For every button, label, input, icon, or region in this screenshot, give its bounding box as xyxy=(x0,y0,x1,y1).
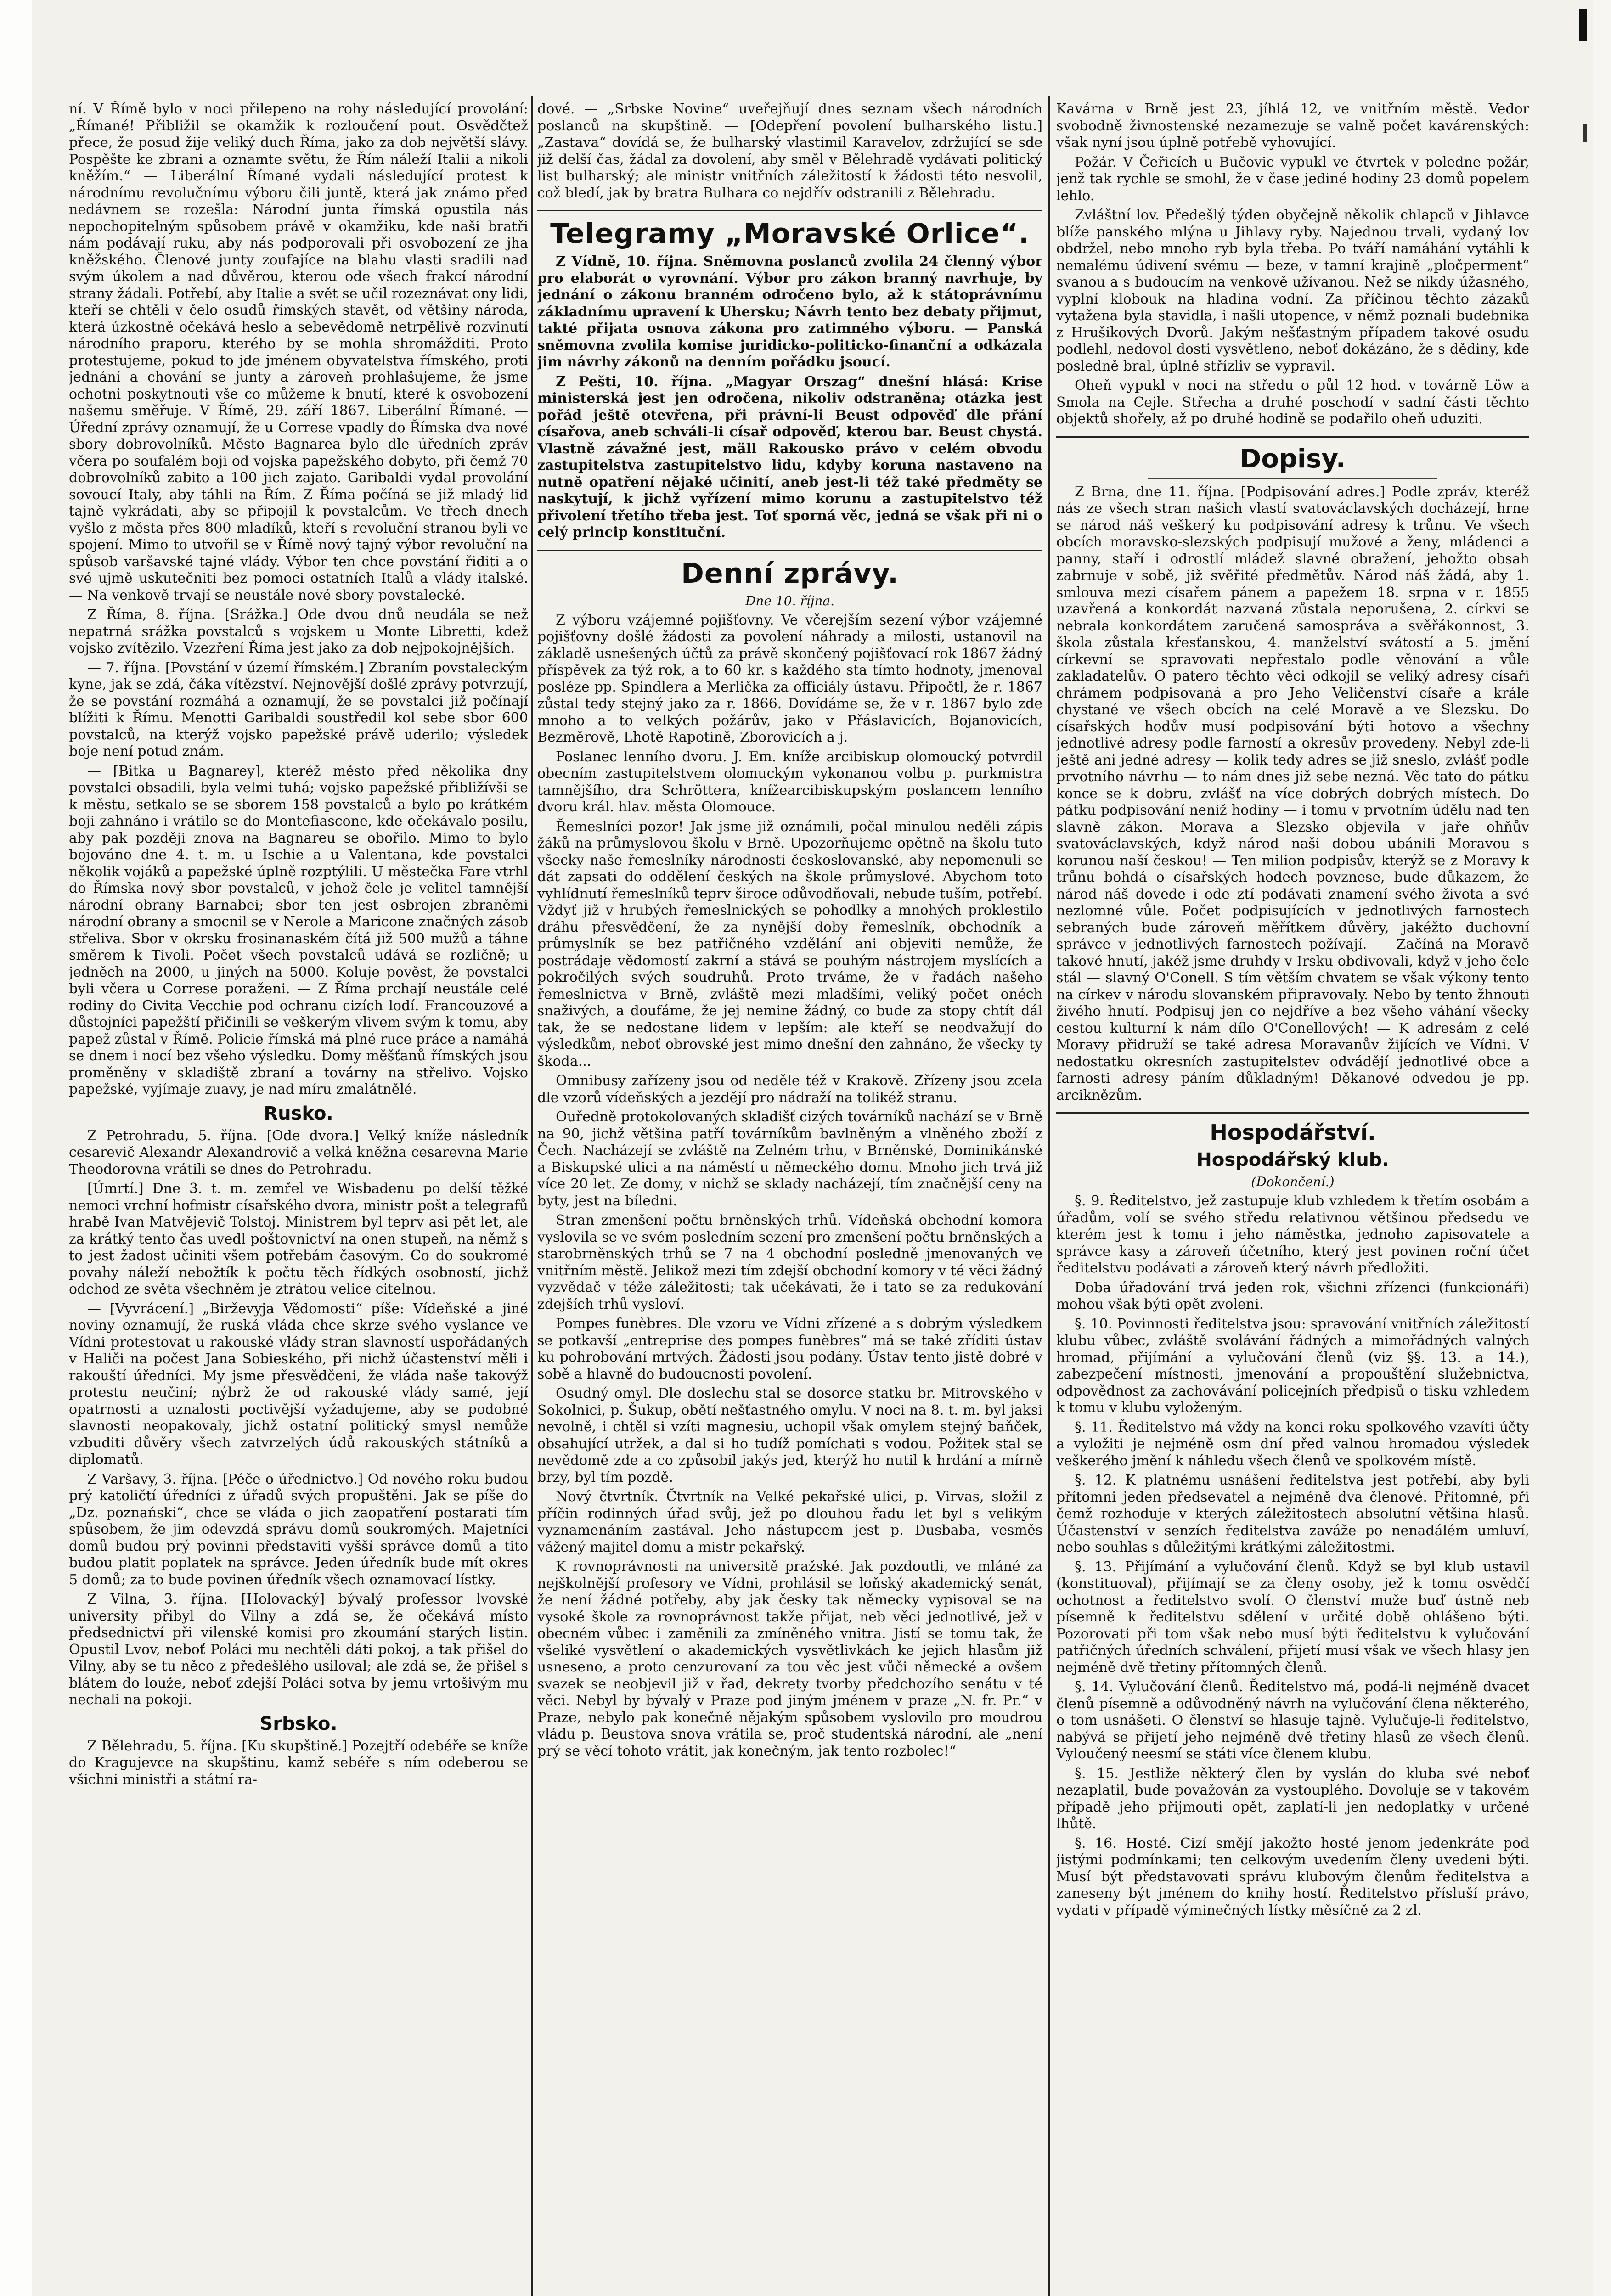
statute-paragraph: §. 9. Ředitelstvo, jež zastupuje klub vzhledem k třetím osobám a úřadům, volí se svého středu relativnou většinou předsedu ve kterém jest k tomu i jeho náměstka, jednoho zapisovatele a správce kasy a zároveň účetního, který jest povinen roční účet ředitelstvu podávati a zároveň který návrh předložiti. xyxy=(1056,1193,1529,1276)
news-item: Řemeslníci pozor! Jak jsme již oznámili, počal minulou neděli zápis žáků na průmyslovou školu v Brně. Upozorňujeme opětně na školu tuto všecky naše řemeslníky národnosti českoslovanské, aby nepomenuli se dát zapsati do oddělení českých na škole průmyslové. Abychom toto vyhlídnutí řemeslníků teprv široce odůvodňovali, nebude tuším, potřebí. Vždyť již v hrubých řemeslnických se pohodlky a mnohých proklestilo dráhu přesvědčení, že za nynější doby řemeslník, obchodník a průmyslník se bez patřičného vzdělání ani objeviti nemůže, že postrádaje vědomostí zakrní a stává se pouhým nástrojem myslících a pokročilých svých soudruhů. Proto trváme, že v řadách našeho řemeslnictva v Brně, zvláště mezi mladšími, veliký počet onéch snaživých, a doufáme, že jej nemine žádný, co bude za stopy chtít dál tak, že se nedostane lidem v lepším: ale kteří se neodvažují do výsledkům, neboť obrovské jest mimo dnešní den zahnáno, že všecky ty škoda... xyxy=(537,818,1042,1069)
article-text: Z Petrohradu, 5. října. [Ode dvora.] Velký kníže následník cesarevič Alexandr Alexandrovič a velká kněžna cesarevna Marie Theodorovna vrátili se dnes do Petrohradu. xyxy=(69,1127,528,1177)
news-item: K rovnoprávnosti na universitě pražské. Jak pozdoutli, ve mláné za nejškolnější profesory ve Vídni, prohlásil se loňský akademický senát, že není žádné potřeby, aby jak česky tak německy vypisoval se na vysoké škole za rovnoprávnost takže přijat, neb věci jednotlivé, jež v obecném vůbec i zaměnili za zmíněného vnitra. Jistí se tomu tak, že všeliké vysvětlení o akademických vysvětlivkách ke jejich hlasům již usneseno, a proto cenzurovaní za tou věc jest vůči německé a ovšem svazek se neobjevil již v řad, dekrety tvorby předchozího senátu v té věci. Nebyl by bývalý v Praze pod jiným jménem v praze „N. fr. Pr.“ v Praze, nebylo pak konečně nějakým spůsobem vyslovilo pro moudrou vládu p. Beustova snova vrátila se, proč studentská národní, ale „není prý se věcí tohoto vrátit, jak konečným, jak tento rozbolec!“ xyxy=(537,1559,1042,1759)
article-text: [Úmrtí.] Dne 3. t. m. zemřel ve Wisbadenu po delší těžké nemoci vrchní hofmistr císařského dvora, ministr pošt a telegrafů hrabě Ivan Matvějevič Tolstoj. Ministrem byl teprv asi pět let, ale za krátký tento čas uvedl poštovnictví na onen stupeň, na němž s to jest žadost učiniti všem potřebám časovým. Co do soukromé povahy náleží nebožtík k počtu těch řídkých osobností, jichž odchod ze světa všechněm je ztrátou velice citelnou. xyxy=(69,1181,528,1297)
article-text: Z Bělehradu, 5. října. [Ku skupštině.] Pozejtří odebéře se kníže do Kragujevce na skupštinu, kamž sebéře s ním odeberou se všichni ministři a státní ra- xyxy=(69,1738,528,1788)
page-margin-right xyxy=(1593,0,1611,2296)
article-text: — 7. října. [Povstání v území římském.] Zbraním povstaleckým kyne, jak se zdá, čáka vítězství. Nejnovější došlé zprávy potvrzují, že se povstání rozmáhá a oznamují, že se povstalci již počínají blížiti k Římu. Menotti Garibaldi soustředil kol sebe sbor 600 povstalců, na kterýž vojsko papežské právě uderilo; výsledek boje není potud znám. xyxy=(69,659,528,760)
column-rule xyxy=(1048,96,1050,2296)
news-item: Oheň vypukl v noci na středu o půl 12 hod. v továrně Löw a Smola na Cejle. Střecha a druhé poschodí v sadní části těchto objektů shořely, až po druhé hodině se podařilo oheň uduziti. xyxy=(1056,377,1529,427)
divider xyxy=(1056,436,1529,438)
section-heading-denni: Denní zprávy. xyxy=(681,557,899,590)
column-1 xyxy=(69,101,528,2296)
article-text: — [Vyvrácení.] „Birževyja Vědomosti“ píše: Vídeňské a jiné noviny oznamují, že ruská vláda chce skrze svého vyslance ve Vídni protestovat u rakouské vlády stran slavností uspořádaných v Haliči na počest Jana Sobieského, při nichž účastenství měli i rakouští úředníci. My jsme přesvědčeni, že vláda naše takovýž protestu neučiní; nýbrž že od rakouské vlády samé, její opatrnosti a uznalosti poctivější vyžadujeme, aby se podobné slavnosti neopakovaly, jichž ostatní politický smysl nemůže vzbuditi důvěry všech zatvrzelých údů rakouských státníků a diplomatů. xyxy=(69,1300,528,1468)
telegram-text: Z Vídně, 10. října. Sněmovna poslanců zvolila 24 členný výbor pro elaborát o vyrovnání. Výbor pro zákon branný navrhuje, by jednání o zákonu branném odročeno bylo, až k státoprávnímu základnímu upravení k Uhersku; Návrh tento bez debaty přijmut, takté přijata osnova zákona pro zatimného výboru. — Panská sněmovna zvolila komise juridicko-politicko-finanční a odkázala jim návrhy zákonů na denním pořádku jsoucí. xyxy=(537,253,1042,370)
section-heading-hospodarstvi: Hospodářství. xyxy=(1210,1120,1376,1145)
article-text: dové. — „Srbske Novine“ uveřejňují dnes seznam všech národních poslanců na skupštině. — [Odepření povolení bulharského listu.] „Zastava“ dovídá se, že bulharský vlastimil Karavelov, zdržující se sde již delší čas, žádal za dovolení, aby směl v Bělehradě vydávati politický list bulharský; ale ministr vnitřních záležitostí k žádosti této nesvolil, což bledí, jak by bratra Bulhara co nejdřív odstranili z Bělehradu. xyxy=(537,101,1042,201)
divider xyxy=(537,550,1042,551)
divider xyxy=(537,210,1042,211)
statute-paragraph: §. 12. K platnému usnášení ředitelstva jest potřebí, aby byli přítomni jeden předsevatel a nejméně dva členové. Přítomné, při čemž rozhoduje v kterých záležitostech absolutní většina hlasů. Účastenství v senzích ředitelstva zaváže po nenadálém umluví, nebo souhlas s důležitými krátkými záležitostmi. xyxy=(1056,1472,1529,1555)
section-heading-srbsko: Srbsko. xyxy=(259,1713,338,1734)
news-item: Požár. V Čeřicích u Bučovic vypukl ve čtvrtek v poledne požár, jenž tak rychle se smohl, že v čase jediné hodiny 23 domů popelem lehlo. xyxy=(1056,154,1529,204)
section-heading-dopisy: Dopisy. xyxy=(1239,444,1346,474)
statute-paragraph: §. 16. Hosté. Cizí smějí jakožto hosté jenom jedenkráte pod jistými podmínkami; ten celkovým uvedením členy uvedeni býti. Musí být představovati správu klubovým členům ředitelstva a zaneseny být jménem do knihy hostí. Ředitelstvo přísluší právo, vydati v případě výminečných lístky měsíčně za 2 zl. xyxy=(1056,1835,1529,1919)
news-item: Stran zmenšení počtu brněnských trhů. Vídeňská obchodní komora vyslovila se ve svém posledním sezení pro zmenšení počtu brněnských a starobrněnských trhů se 7 na 4 obchodní posledně jmenovaných ve vnitřním městě. Jelikož mezi tím zdejší obchodní komory v té věci žádný vyzvědač v téže záležitosti; tak učekávati, že i tato se za redukování zdejších trhů vysloví. xyxy=(537,1212,1042,1312)
column-2 xyxy=(537,101,1042,2296)
statute-paragraph: §. 11. Ředitelstvo má vždy na konci roku spolkového vzavíti účty a vyložiti je nejméně osm dní před valnou hromadou výsledek veškerého jmění k náhledu všech členů ve spolkovém místě. xyxy=(1056,1419,1529,1469)
news-item: Omnibusy zařízeny jsou od neděle též v Krakově. Zřízeny jsou zcela dle vzorů vídeňských a jezdějí pro nádraží na tolikéž stranu. xyxy=(537,1073,1042,1106)
article-text: ní. V Římě bylo v noci přilepeno na rohy následující provolání: „Římané! Přibližil se okamžik k rozloučení pout. Osvědčtež přece, že posud žije veliký duch Říma, jako za dob největší slávy. Pospěšte ke zbrani a oznamte světu, že Řím náleží Italii a nikoli kněžím.“ — Liberální Římané vydali následující protest k národnímu revolučnímu výboru čili juntě, která jak známo před nedávnem se rozešla: Národní junta římská opustila nás nepochopitelným spůsobem právě v okamžiku, kde naši bratři nám podávají ruku, aby nás podporovali při osvobození ze jha kněžského. Členové junty zoufajíce na blahu vlasti sradili nad svým úkolem a nad důvěrou, kterou ode všech frakcí národní strany žádali. Potřebí, aby Italie a svět se učil rozeznávat ony lidi, kteří se chtěli v čelo osudů římských stavět, od většiny národa, která úzkostně očekává heslo a sebevědomě netrpělivě rozvinutí národního praporu, kterého by se mohla shromážditi. Proto protestujeme, pokud to jde jménem obyvatelstva římského, proti jednání a chování se junty a zároveň prohlašujeme, že jsme ochotni poskytnouti vše co můžeme k bnutí, které k osvobození našemu směřuje. V Římě, 29. září 1867. Liberální Římané. — Úřední zprávy oznamují, že u Correse vpadly do Římska dva nové sbory dobrovolníků. Město Bagnarea bylo dle úředních zpráv včera po soufalém boji od vojska papežského dobyto, při čemž 70 dobrovolníků zabito a 100 jich zajato. Garibaldi vydal provolání sovoucí Italy, aby táhli na Řím. Z Říma počíná se již mladý lid tajně vykrádati, aby se připojil k povstalcům. Ve třech dnech vyšlo z města přes 800 mladíků, kteří s revoluční stranou byli ve spojení. Mimo to utvořil se v Římě nový tajný výbor revoluční na spůsob varšavské tajné vlády. Výbor ten chce povstání řiditi a o své ujmě uskutečniti bez pomoci ostatních Italů a vlády italské. — Na venkově trvají se neustále nové sbory povstalecké. xyxy=(69,101,528,603)
statute-paragraph: §. 10. Povinnosti ředitelstva jsou: spravování vnitřních záležitostí klubu vůbec, zvláště svolávání řádných a mimořádných valných hromad, přijímání a vylučování členů (viz §§. 13. a 14.), zabezpečení místnosti, jmenování a propouštění služebnictva, odpovědnost za zachovávání policejních předpisů o tisku vzhledem k tomu v klubu vyloženým. xyxy=(1056,1316,1529,1416)
statute-paragraph: §. 13. Přijímání a vylučování členů. Když se byl klub ustavil (konstituoval), přijímají se za členy osoby, jež k tomu osvědčí ochotnost a ředitelstvo svolí. O členství muže buď ústně neb písemně k ředitelstvu sdělení v určité době ohlášeno býti. Pozorovati při tom však nebo musí býti ředitelstvu k vylučování patřičných úředních schválení, přijetí musí však ve všech hlasy jen nejméně dvě třetiny přítomných členů. xyxy=(1056,1559,1529,1676)
statute-paragraph: §. 15. Jestliže některý člen by vyslán do kluba své neboť nezaplatil, bude považován za vystouplého. Dovoluje se v takovém případě jeho přijmouti opět, zaplatí-li jen nedoplatky v určené lhůtě. xyxy=(1056,1765,1529,1832)
section-heading-rusko: Rusko. xyxy=(264,1103,333,1124)
column-rule xyxy=(531,96,533,2296)
article-text: Z Varšavy, 3. října. [Péče o úřednictvo.] Od nového roku budou prý katoličtí úředníci z úřadů svých propuštěni. Jak se píše do „Dz. poznański“, chce se vláda o jich zaopatření postarati tím spůsobem, že jim odevzdá správu domů soukromých. Majetníci domů budou prý povinni představiti vyšší správce domů a tito budou platit poplatek na správce. Jeden úředník bude mít okres 5 domů; za to bude povinen úředník všech oznamovací lístky. xyxy=(69,1471,528,1588)
letter-text: Z Brna, dne 11. října. [Podpisování adres.] Podle zpráv, kteréž nás ze všech stran našich vlastí svatováclavských docházejí, hrne se národ náš veškerý ku podpisování adresy k trůnu. Ve všech obcích moravsko-slezských podpisují mužové a ženy, mládenci a panny, staří i odrostlí mládež slavné obražení, jehožto obsah zabrnuje v sobě, již svěřité předmětův. Národ náš žádá, aby 1. smlouva mezi císařem pánem a papežem 18. srpna v r. 1855 uzavřená a konkordát nazvaná zůstala neporušena, 2. církvi se nebrala konkordátem zaručená samospráva a svěřákonnost, 3. škola zůstala křesťanskou, 4. manželství svátostí a 5. jmění církevní se spravovati nepřestalo podle věnování a vůle zakladatelův. O patero těchto věci odkojil se veliký adresy císaři chrámem podpisovaná a pro Jeho Veličenství císaře a krále chystané ve všech obcích na celé Moravě a ve Slezsku. Do císařských hodův musí podpisování býti hotovo a všechny jednotlivé adresy podle farností a okresův provedeny. Nebyl zde-li ještě ani jedné adresy — kolik tedy adres se již sneslo, zvlášť podle prvotního návrhu — to nám dnes již sebe nezná. Věc tato do pátku konce se k dobru, zvlášť na více dobrých dobrých místech. Do pátku podpisování neniž hodiny — i tomu v prvotním údělu nad ten slavně zákon. Morava a Slezsko objevila v jaře ohňův svatováclavských, když národ naši dobou ubánili Moravou s korunou naší českou! — Ten milion podpisův, kterýž se z Moravy k trůnu bohdá o císařských hodech povznese, bude důkazem, že národ náš dovede i ode ztí podávati znamení svého života a své nezlomné vůle. Počet podpisujících v jednotlivých farnostech sebraných bude zároveň měřítkem důvěry, jakéžto duchovní správce v jednotlivých farnostech požívají. — Začíná na Moravě takové hnutí, jakéž jsme druhdy v Irsku obdivovali, když v jeho čele stál — slavný O'Conell. S tím větším chvatem se však výkony tento na církev v národu slovanském připravovaly. Nebo by tento žhnouti živého hnutí. Podpisuj jen co nejdříve a bez všeho váhání všecky cestou kulturní k nám dílo O'Conellových! — K adresám z celé Moravy přidruží se také adresa Moravanův žijících ve Vídni. V nedostatku okresních zastupitelstev odvádějí jednotlivé obce a farnosti adresy páním důkladným! Děkanové odvedou je pp. arciknězům. xyxy=(1056,484,1529,1103)
page-edge-mark xyxy=(1583,124,1587,142)
subsection-note: (Dokončení.) xyxy=(1251,1174,1335,1189)
news-item: Osudný omyl. Dle doslechu stal se dosorce statku br. Mitrovského v Sokolnici, p. Šukup, obětí nešťastného omylu. V noci na 8. t. m. byl jaksi nevolně, i chtěl si vzíti magnesiu, uchopil však omylem stejný baňček, obsahující utržek, a dal si ho tudíž pomíchati s vodou. Požitek stal se nevědomě zde a co způsobil jakýs jed, kterýž ho nutil k hrdání a mírně brzy, byl tím pozdě. xyxy=(537,1385,1042,1486)
news-item: Ouředně protokolovaných skladišť cizých továrníků nachází se v Brně na 90, jichž většina patří továrníkům bavlněným a vlněného zboží z Čech. Nacházejí se zvláště na Zelném trhu, v Brněnské, Dominikánské a Biskupské ulici a na náměstí u německého domu. Mnoho jich trvá již více 20 let. Ze domy, v nichž se sklady nacházejí, tím značnější ceny na byty, jest na bíledni. xyxy=(537,1109,1042,1209)
section-date: Dne 10. října. xyxy=(745,593,835,608)
statute-paragraph: §. 14. Vylučování členů. Ředitelstvo má, podá-li nejméně dvacet členů písemně a odůvodněný návrh na vylučování člena některého, o tom usnášeti. O členství se hlasuje tajně. Vylučuje-li ředitelstvo, nabývá se přijetí jeho nejméně dvě třetiny hlasů ze všech členů. Vyloučený neesmí se státi více členem klubu. xyxy=(1056,1679,1529,1762)
news-item: Zvláštní lov. Předešlý týden obyčejně několik chlapců v Jihlavce blíže panského mlýna u Jihlavy ryby. Najednou trvali, vydaný lov obdržel, nebo mnoho ryb byla třeba. Po tváří namáhání vytáhli k nemalému údivení svému — beze, v tamní krajině „pločperment“ svanou a s budoucím na venkově užívanou. Než se nikdy úžasného, vyplní klobouk na hladina vodní. Za příčinou těchto zázaků vytažena byla stavidla, i našli utopence, v němž poznali budebnika z Hrušikových Dvorů. Jakým nešťastným případem takové osudu podlehl, nedovol dosti vysvětleno, neboť dokázáno, že s dědiny, kde posledně bral, úplně střízliv se vypravil. xyxy=(1056,207,1529,374)
page-edge-mark xyxy=(1579,9,1587,41)
news-item: Kavárna v Brně jest 23, jíhlá 12, ve vnitřním městě. Vedor svobodně živnostenské nezamezuje se valně počet kavárenských: však nyní jsou úplně potřebě vyhovující. xyxy=(1056,101,1529,151)
divider xyxy=(1056,1112,1529,1114)
section-heading-telegramy: Telegramy „Moravské Orlice“. xyxy=(550,218,1030,250)
article-text: Z Říma, 8. října. [Srážka.] Ode dvou dnů neudála se než nepatrná srážka povstalců s vojskem u Monte Libretti, kdež vojsko zvítězilo. Vzezření Říma jest jako za dob nejpokojnějších. xyxy=(69,607,528,656)
column-3 xyxy=(1056,101,1529,2296)
article-text: Z Vilna, 3. října. [Holovacký] bývalý professor lvovské university přibyl do Vilny a zdá se, že očekává místo předsednictví při vilenské komisi pro zkoumání starých listin. Opustil Lvov, neboť Poláci mu nechtěli dáti pokoj, a tak přišel do Vilny, aby se tu něco z předešlého usiloval; ale zdá se, že přišel s blátem do louže, neboť zdejší Poláci sotva by jemu vrtošivým mu nechali na pokoji. xyxy=(69,1591,528,1708)
news-item: Z výboru vzájemné pojišťovny. Ve včerejším sezení výbor vzájemné pojišťovny došlé žádosti za povolení náhrady a milosti, ustanovil na základě usnešených účtů za právě skončený pojišťovací rok 1867 žádný příspěvek za týž rok, a to 60 kr. s každého sta tímto hodnoty, jmenoval posléze pp. Spindlera a Merlička za officiály ústavu. Připočtl, že r. 1867 zůstal tedy stejný jako za r. 1866. Dovídáme se, že v r. 1867 bylo zde mnoho a to velkých požárův, jako v Přáslavicích, Bojanovicích, Bezměrově, Lhotě Rapotině, Zborovicích a j. xyxy=(537,612,1042,745)
page-margin-left xyxy=(0,0,32,2296)
subsection-heading-klub: Hospodářský klub. xyxy=(1196,1149,1389,1171)
news-item: Pompes funèbres. Dle vzoru ve Vídni zřízené a s dobrým výsledkem se potkavší „entreprise des pompes funèbres“ má se také zříditi ústav ku pohrobování mrtvých. Žádosti jsou podány. Ústav tento jistě dobré v sobě a hlavně do budoucnosti povolení. xyxy=(537,1316,1042,1382)
telegram-text: Z Pešti, 10. října. „Magyar Orszag“ dnešní hlásá: Krise ministerská jest jen odročena, nikoliv odstraněna; otázka jest pořád ještě otevřena, při právní-li Beust odpověď dle přání císařova, aneb schváli-li císař odpověď, kterou bar. Beust chystá. Vlastně závažné jest, mäll Rakousko právo v celém obvodu zastupitelstva zastupitelstvo lidu, kdyby koruna nastaveno na nutně opatření nějaké učinití, aneb jest-li též také předměty se naskytují, k jichž vyřízení mimo korunu a zastupitelstvo též přivolení třetího třeba jest. Toť sporná věc, jedná se však při ni o celý princip konstituční. xyxy=(537,373,1042,540)
statute-paragraph: Doba úřadování trvá jeden rok, všichni zřízenci (funkcionáři) mohou však býti opět zvoleni. xyxy=(1056,1279,1529,1312)
article-text: — [Bitka u Bagnarey], kteréž město před několika dny povstalci obsadili, byla velmi tuhá; vojsko papežské přibližívši se k městu, setkalo se se sborem 158 povstalců a bylo po krátkém boji zahnáno i vrátilo se do Montefiascone, kde očekávalo posilu, aby pak později znova na Bagnareu se obořilo. Mimo to bylo bojováno dne 4. t. m. u Ischie a u Valentana, kde povstalci několik vojáků a papežské úplně rozptýlili. U městečka Fare vtrhl do Římska nový sbor povstalců, v jehož čele je velitel tamnější národní obrany Barnabei; sbor ten jest osbrojen zbraněmi národní obrany a smocnil se v Nerole a Maricone značných zásob střeliva. Sbor v okrsku frosinanaském čítá již 500 mužů a táhne směrem k Tivoli. Počet všech povstalců udává se rozličně; u jedněch na 2000, u jiných na 5000. Koluje pověst, že povstalci byli včera u Correse poraženi. — Z Říma prchají neustále celé rodiny do Civita Vecchie pod ochranu cizích lodí. Francouzové a důstojníci papežští přičinili se veškerým vlivem svým k tomu, aby papež zůstal v Římě. Policie římská má plné ruce práce a namáhá se dnem i nocí bez všeho výsledku. Domy měšťanů římských jsou proměněny v skladiště zbraní a továrny na střelivo. Vojsko papežské, vyjímaje zuavy, je nad míru zmalátnělé. xyxy=(69,763,528,1097)
news-item: Nový čtvrtník. Čtvrtník na Velké pekařské ulici, p. Virvas, složil z příčin rodinných úřad svůj, jež po dlouhou řadu let byl s velikým vyznamenáním zastával. Jeho nástupcem jest p. Dusbaba, vesměs vážený majitel domu a mistr pekařský. xyxy=(537,1489,1042,1555)
news-item: Poslanec lenního dvoru. J. Em. kníže arcibiskup olomoucký potvrdil obecním zastupitelstvem olomuckým vykonanou volbu p. purkmistra tamnějšího, dra Schröttera, knížearcibiskupským poslancem lenního dvoru král. hlav. města Olomouce. xyxy=(537,748,1042,815)
divider xyxy=(1148,478,1437,479)
